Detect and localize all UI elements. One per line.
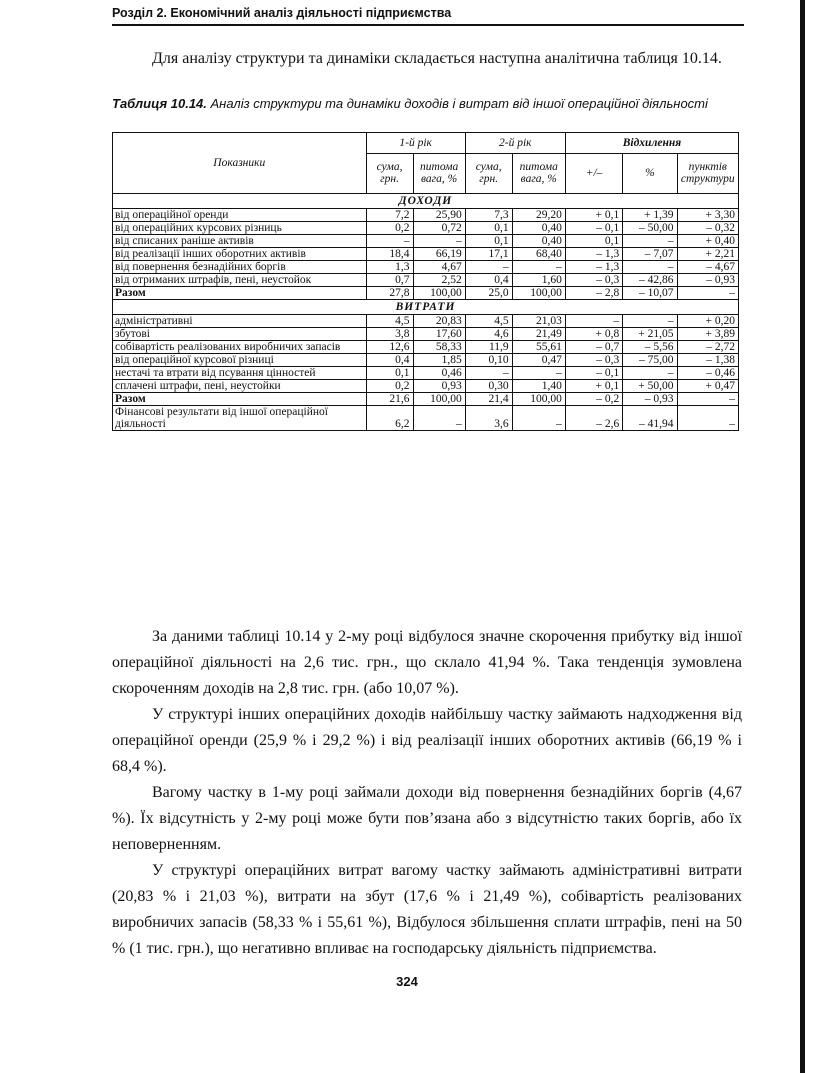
row-label: від операційних курсових різниць xyxy=(113,222,367,235)
page-number: 324 xyxy=(396,974,418,989)
table-cell: 11,9 xyxy=(465,341,512,354)
table-cell: – 0,1 xyxy=(565,222,622,235)
table-cell: 17,1 xyxy=(465,248,512,261)
table-cell: 25,90 xyxy=(413,209,465,222)
table-cell: 0,72 xyxy=(413,222,465,235)
row-label: нестачі та втрати від псування цінностей xyxy=(113,367,367,380)
table-cell: – 10,07 xyxy=(623,287,677,300)
table-cell: – 0,3 xyxy=(565,274,622,287)
table-cell: 100,00 xyxy=(512,393,565,406)
row-label: від списаних раніше активів xyxy=(113,235,367,248)
table-cell: 0,4 xyxy=(366,354,413,367)
table-cell: 21,6 xyxy=(366,393,413,406)
table-cell: – xyxy=(413,406,465,431)
table-cell: 29,20 xyxy=(512,209,565,222)
table-cell: 100,00 xyxy=(413,287,465,300)
table-cell: 6,2 xyxy=(366,406,413,431)
row-label: від повернення безнадійних боргів xyxy=(113,261,367,274)
table-cell: – xyxy=(512,261,565,274)
table-cell: – 42,86 xyxy=(623,274,677,287)
table-cell: – 0,93 xyxy=(623,393,677,406)
section-row xyxy=(113,194,739,209)
table-cell: – 50,00 xyxy=(623,222,677,235)
col-year1: 1-й рік xyxy=(366,133,465,154)
analysis-table xyxy=(112,132,739,431)
section-row xyxy=(113,300,739,315)
row-label: від операційної оренди xyxy=(113,209,367,222)
row-label: сплачені штрафи, пені, неустойки xyxy=(113,380,367,393)
table-row xyxy=(113,367,739,380)
table-cell: – xyxy=(512,406,565,431)
section-title: ВИТРАТИ xyxy=(113,300,739,315)
table-cell: – xyxy=(677,406,738,431)
table-cell: – 2,8 xyxy=(565,287,622,300)
table-cell: – 1,38 xyxy=(677,354,738,367)
table-cell: + 0,40 xyxy=(677,235,738,248)
table-cell: – 1,3 xyxy=(565,261,622,274)
table-cell: + 0,1 xyxy=(565,380,622,393)
table-cell: 3,8 xyxy=(366,328,413,341)
table-cell: 0,46 xyxy=(413,367,465,380)
table-cell: 100,00 xyxy=(512,287,565,300)
section-title: ДОХОДИ xyxy=(113,194,739,209)
paragraph: Вагому частку в 1-му році займали доходи від повернення безнадійних боргів (4,67 %). Їх відсутність у 2-му році може бути пов’язана або з відсутністю таких боргів, або їх неповерненням. xyxy=(112,784,742,853)
total-row xyxy=(113,287,739,300)
table-cell: + 21,05 xyxy=(623,328,677,341)
table-cell: – xyxy=(413,235,465,248)
col-year2: 2-й рік xyxy=(465,133,565,154)
intro-paragraph: Для аналізу структури та динаміки складається наступна аналітична таблиця 10.14. xyxy=(152,50,722,67)
table-cell: 21,4 xyxy=(465,393,512,406)
col-y2-sum: сума, грн. xyxy=(465,153,512,193)
table-cell: 4,5 xyxy=(465,315,512,328)
table-cell: 0,1 xyxy=(465,222,512,235)
table-cell: 18,4 xyxy=(366,248,413,261)
col-y1-share: питома вага, % xyxy=(413,153,465,193)
table-cell: – 2,6 xyxy=(565,406,622,431)
table-cell: – xyxy=(512,367,565,380)
col-dev-abs: +/– xyxy=(565,153,622,193)
col-dev-pct: % xyxy=(623,153,677,193)
table-row xyxy=(113,222,739,235)
table-cell: + 50,00 xyxy=(623,380,677,393)
row-label: від операційної курсової різниці xyxy=(113,354,367,367)
table-cell: 4,5 xyxy=(366,315,413,328)
table-cell: – 2,72 xyxy=(677,341,738,354)
table-cell: 0,10 xyxy=(465,354,512,367)
table-cell: 21,49 xyxy=(512,328,565,341)
table-cell: + 3,30 xyxy=(677,209,738,222)
table-cell: + 1,39 xyxy=(623,209,677,222)
table-cell: 1,40 xyxy=(512,380,565,393)
col-y2-share: питома вага, % xyxy=(512,153,565,193)
col-deviation: Відхилення xyxy=(565,133,738,154)
table-row xyxy=(113,341,739,354)
table-cell: – xyxy=(623,315,677,328)
row-label: Разом xyxy=(113,287,367,300)
header-rule xyxy=(112,24,744,26)
row-label: збутові xyxy=(113,328,367,341)
table-cell: 58,33 xyxy=(413,341,465,354)
col-indicators: Показники xyxy=(113,133,367,194)
table-cell: – 5,56 xyxy=(623,341,677,354)
table-row xyxy=(113,380,739,393)
table-cell: 0,4 xyxy=(465,274,512,287)
table-cell: 0,40 xyxy=(512,222,565,235)
table-cell: 1,85 xyxy=(413,354,465,367)
table-row xyxy=(113,209,739,222)
table-cell: – xyxy=(366,235,413,248)
table-cell: + 0,47 xyxy=(677,380,738,393)
table-cell: + 3,89 xyxy=(677,328,738,341)
table-cell: 55,61 xyxy=(512,341,565,354)
table-cell: – xyxy=(623,235,677,248)
table-caption-text: Аналіз структури та динаміки доходів і витрат від іншої операційної діяльності xyxy=(210,96,708,111)
table-row xyxy=(113,328,739,341)
row-label: від отриманих штрафів, пені, неустойок xyxy=(113,274,367,287)
table-cell: 0,40 xyxy=(512,235,565,248)
table-cell: 0,47 xyxy=(512,354,565,367)
table-row xyxy=(113,235,739,248)
table-cell: 68,40 xyxy=(512,248,565,261)
table-cell: – xyxy=(677,393,738,406)
table-cell: 12,6 xyxy=(366,341,413,354)
table-cell: – 0,2 xyxy=(565,393,622,406)
table-cell: – 0,1 xyxy=(565,367,622,380)
table-cell: 4,67 xyxy=(413,261,465,274)
table-caption-label: Таблиця 10.14. xyxy=(112,96,207,111)
col-dev-points: пунктів структури xyxy=(677,153,738,193)
table-cell: 7,2 xyxy=(366,209,413,222)
table-cell: – 1,3 xyxy=(565,248,622,261)
row-label: собівартість реалізованих виробничих запасів xyxy=(113,341,367,354)
table-cell: – xyxy=(465,261,512,274)
table-cell: – 7,07 xyxy=(623,248,677,261)
table-cell: 0,7 xyxy=(366,274,413,287)
table-row xyxy=(113,315,739,328)
table-cell: 0,1 xyxy=(366,367,413,380)
table-cell: 27,8 xyxy=(366,287,413,300)
table-cell: 0,93 xyxy=(413,380,465,393)
table-cell: + 2,21 xyxy=(677,248,738,261)
row-label: Фінансові результати від іншої операційної діяльності xyxy=(113,406,367,431)
table-cell: – xyxy=(677,287,738,300)
table-row xyxy=(113,274,739,287)
table-cell: – xyxy=(623,261,677,274)
table-cell: 20,83 xyxy=(413,315,465,328)
body-text xyxy=(112,624,742,962)
table-row xyxy=(113,261,739,274)
table-cell: 66,19 xyxy=(413,248,465,261)
table-row xyxy=(113,248,739,261)
table-cell: + 0,20 xyxy=(677,315,738,328)
paragraph: У структурі інших операційних доходів найбільшу частку займають надходження від операційної оренди (25,9 % і 29,2 %) і від реалізації інших оборотних активів (66,19 % і 68,4 %). xyxy=(112,706,742,775)
table-cell: + 0,8 xyxy=(565,328,622,341)
row-label: Разом xyxy=(113,393,367,406)
table-cell: + 0,1 xyxy=(565,209,622,222)
table-cell: 1,60 xyxy=(512,274,565,287)
table-cell: 2,52 xyxy=(413,274,465,287)
table-cell: 0,2 xyxy=(366,222,413,235)
table-cell: 3,6 xyxy=(465,406,512,431)
table-cell: 1,3 xyxy=(366,261,413,274)
table-cell: 4,6 xyxy=(465,328,512,341)
col-y1-sum: сума, грн. xyxy=(366,153,413,193)
table-row xyxy=(113,354,739,367)
table-cell: – xyxy=(565,315,622,328)
table-caption xyxy=(112,96,744,111)
table-cell: – 41,94 xyxy=(623,406,677,431)
table-cell: 25,0 xyxy=(465,287,512,300)
table-row xyxy=(113,406,739,431)
total-row xyxy=(113,393,739,406)
table-cell: 7,3 xyxy=(465,209,512,222)
table-cell: – 75,00 xyxy=(623,354,677,367)
table-cell: 17,60 xyxy=(413,328,465,341)
table-cell: – 0,93 xyxy=(677,274,738,287)
page-edge-shadow xyxy=(800,0,805,1073)
row-label: адміністративні xyxy=(113,315,367,328)
table-cell: – 4,67 xyxy=(677,261,738,274)
table-cell: 21,03 xyxy=(512,315,565,328)
paragraph: У структурі операційних витрат вагому частку займають адміністративні витрати (20,83 % і 21,03 %), витрати на збут (17,6 % і 21,49 %), собівартість реалізованих виробничих запасів (58,33 % і 55,61 %), Відбулося збільшення сплати штрафів, пені на 50 % (1 тис. грн.), що негативно впливає на господарську діяльність підприємства. xyxy=(112,862,742,957)
table-cell: – 0,32 xyxy=(677,222,738,235)
row-label: від реалізації інших оборотних активів xyxy=(113,248,367,261)
table-cell: 0,2 xyxy=(366,380,413,393)
table-cell: – xyxy=(465,367,512,380)
table-cell: 0,1 xyxy=(565,235,622,248)
table-cell: 100,00 xyxy=(413,393,465,406)
table-cell: 0,30 xyxy=(465,380,512,393)
paragraph: За даними таблиці 10.14 у 2-му році відбулося значне скорочення прибутку від іншої операційної діяльності на 2,6 тис. грн., що склало 41,94 %. Така тенденція зумовлена скороченням доходів на 2,8 тис. грн. (або 10,07 %). xyxy=(112,628,742,697)
table-cell: – xyxy=(623,367,677,380)
table-cell: – 0,3 xyxy=(565,354,622,367)
table-cell: – 0,7 xyxy=(565,341,622,354)
running-header: Розділ 2. Економічний аналіз діяльності підприємства xyxy=(112,6,452,20)
table-cell: – 0,46 xyxy=(677,367,738,380)
table-cell: 0,1 xyxy=(465,235,512,248)
